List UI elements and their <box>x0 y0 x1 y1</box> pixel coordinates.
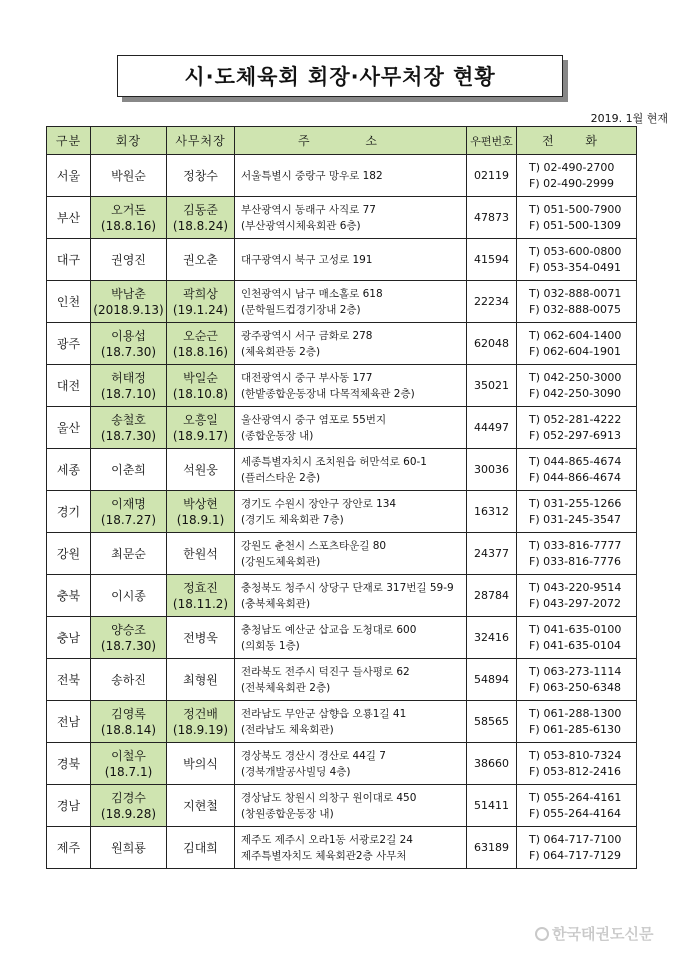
table-row <box>47 239 637 281</box>
secretary-name: 정건배 <box>183 706 218 721</box>
chair-name: 김영록 <box>111 706 146 721</box>
chair-appointed-date: (18.9.28) <box>100 806 157 821</box>
page-title: 시·도체육회 회장·사무처장 현황 <box>117 55 563 97</box>
secretary-cell <box>167 785 235 827</box>
chair-cell <box>91 281 167 323</box>
postal-code-cell: 35021 <box>467 365 517 407</box>
table-row <box>47 407 637 449</box>
telephone-number: T) 055-264-4161 <box>529 790 622 804</box>
fax-number: F) 053-354-0491 <box>529 260 622 274</box>
table-header-row <box>47 127 637 155</box>
table-row <box>47 365 637 407</box>
address-line-1: 경기도 수원시 장안구 장안로 134 <box>241 497 397 510</box>
fax-number: F) 051-500-1309 <box>529 218 622 232</box>
telephone-number: T) 061-288-1300 <box>529 706 622 720</box>
chair-appointed-date: (18.8.14) <box>100 722 157 737</box>
address-cell <box>235 701 467 743</box>
region-cell: 인천 <box>47 281 91 323</box>
phone-cell <box>517 365 637 407</box>
chair-cell <box>91 617 167 659</box>
header-chair: 회장 <box>91 127 167 155</box>
postal-code-cell: 63189 <box>467 827 517 869</box>
phone-cell <box>517 659 637 701</box>
address-cell <box>235 785 467 827</box>
address-cell <box>235 827 467 869</box>
secretary-appointed-date: (18.9.1) <box>176 512 225 527</box>
phone-cell <box>517 407 637 449</box>
address-line-1: 전라북도 전주시 덕진구 들사평로 62 <box>241 665 410 678</box>
postal-code-cell: 58565 <box>467 701 517 743</box>
fax-number: F) 032-888-0075 <box>529 302 622 316</box>
region-cell: 광주 <box>47 323 91 365</box>
postal-code-cell: 16312 <box>467 491 517 533</box>
fax-number: F) 063-250-6348 <box>529 680 622 694</box>
table-row <box>47 533 637 575</box>
region-cell: 서울 <box>47 155 91 197</box>
postal-code-cell: 30036 <box>467 449 517 491</box>
address-line-1: 경상북도 경산시 경산로 44길 7 <box>241 749 386 762</box>
chair-cell <box>91 449 167 491</box>
chair-cell <box>91 323 167 365</box>
phone-cell <box>517 491 637 533</box>
chair-cell <box>91 239 167 281</box>
postal-code-cell: 38660 <box>467 743 517 785</box>
phone-cell <box>517 827 637 869</box>
chair-appointed-date: (18.7.30) <box>100 344 157 359</box>
table-row <box>47 155 637 197</box>
fax-number: F) 053-812-2416 <box>529 764 622 778</box>
phone-cell <box>517 197 637 239</box>
telephone-number: T) 053-600-0800 <box>529 244 622 258</box>
telephone-number: T) 062-604-1400 <box>529 328 622 342</box>
address-cell <box>235 743 467 785</box>
address-line-2: (종합운동장 내) <box>241 429 314 442</box>
secretary-name: 지현철 <box>183 798 218 813</box>
telephone-number: T) 042-250-3000 <box>529 370 622 384</box>
address-line-2: (경북개발공사빌딩 4층) <box>241 765 351 778</box>
table-row <box>47 281 637 323</box>
address-line-1: 경상남도 창원시 의창구 원이대로 450 <box>241 791 417 804</box>
address-line-2: (전북체육회관 2층) <box>241 681 331 694</box>
watermark <box>535 923 653 944</box>
postal-code-cell: 32416 <box>467 617 517 659</box>
postal-code-cell: 22234 <box>467 281 517 323</box>
chair-name: 이용섭 <box>111 328 146 343</box>
chair-name: 권영진 <box>111 252 146 267</box>
postal-code-cell: 47873 <box>467 197 517 239</box>
table-row <box>47 659 637 701</box>
telephone-number: T) 064-717-7100 <box>529 832 622 846</box>
address-cell <box>235 491 467 533</box>
chair-cell <box>91 155 167 197</box>
fax-number: F) 042-250-3090 <box>529 386 622 400</box>
chair-name: 박원순 <box>111 168 146 183</box>
address-line-2: (강원도체육회관) <box>241 555 321 568</box>
chair-cell <box>91 533 167 575</box>
postal-code-cell: 44497 <box>467 407 517 449</box>
address-line-2: (의회동 1층) <box>241 639 300 652</box>
address-line-1: 울산광역시 중구 염포로 55번지 <box>241 413 387 426</box>
phone-cell <box>517 617 637 659</box>
secretary-cell <box>167 617 235 659</box>
chair-name: 송철호 <box>111 412 146 427</box>
postal-code-cell: 62048 <box>467 323 517 365</box>
address-line-2: (체육회관동 2층) <box>241 345 321 358</box>
chair-name: 이재명 <box>111 496 146 511</box>
telephone-number: T) 031-255-1266 <box>529 496 622 510</box>
table-row <box>47 491 637 533</box>
chair-cell <box>91 575 167 617</box>
fax-number: F) 061-285-6130 <box>529 722 622 736</box>
chair-name: 이춘희 <box>111 462 146 477</box>
chair-cell <box>91 701 167 743</box>
telephone-number: T) 041-635-0100 <box>529 622 622 636</box>
address-line-1: 대구광역시 북구 고성로 191 <box>241 253 373 266</box>
phone-cell <box>517 701 637 743</box>
secretary-name: 김동준 <box>183 202 218 217</box>
secretary-cell <box>167 449 235 491</box>
address-cell <box>235 617 467 659</box>
region-cell: 대전 <box>47 365 91 407</box>
secretary-cell <box>167 323 235 365</box>
secretary-cell <box>167 701 235 743</box>
chair-name: 이시종 <box>111 588 146 603</box>
address-line-1: 충청남도 예산군 삽교읍 도청대로 600 <box>241 623 417 636</box>
telephone-number: T) 043-220-9514 <box>529 580 622 594</box>
address-line-1: 부산광역시 동래구 사직로 77 <box>241 203 376 216</box>
chair-appointed-date: (18.8.16) <box>100 218 157 233</box>
fax-number: F) 044-866-4674 <box>529 470 622 484</box>
secretary-name: 정효진 <box>183 580 218 595</box>
chair-cell <box>91 743 167 785</box>
chair-name: 오거돈 <box>111 202 146 217</box>
phone-cell <box>517 785 637 827</box>
header-phone: 전 화 <box>517 127 637 155</box>
telephone-number: T) 044-865-4674 <box>529 454 622 468</box>
secretary-cell <box>167 575 235 617</box>
chair-cell <box>91 491 167 533</box>
chair-name: 허태정 <box>111 370 146 385</box>
chair-cell <box>91 197 167 239</box>
secretary-cell <box>167 743 235 785</box>
telephone-number: T) 051-500-7900 <box>529 202 622 216</box>
postal-code-cell: 54894 <box>467 659 517 701</box>
chair-name: 원희룡 <box>111 840 146 855</box>
address-line-2: (플러스타운 2층) <box>241 471 321 484</box>
address-line-1: 전라남도 무안군 삼향읍 오룡1길 41 <box>241 707 407 720</box>
chair-appointed-date: (18.7.30) <box>100 638 157 653</box>
fax-number: F) 041-635-0104 <box>529 638 622 652</box>
header-postal: 우편번호 <box>467 127 517 155</box>
phone-cell <box>517 239 637 281</box>
secretary-name: 최형원 <box>183 672 218 687</box>
chair-cell <box>91 365 167 407</box>
phone-cell <box>517 575 637 617</box>
address-line-1: 광주광역시 서구 금화로 278 <box>241 329 373 342</box>
region-cell: 경북 <box>47 743 91 785</box>
chair-cell <box>91 785 167 827</box>
chair-name: 송하진 <box>111 672 146 687</box>
region-cell: 충북 <box>47 575 91 617</box>
chair-appointed-date: (18.7.27) <box>100 512 157 527</box>
address-line-2: (한밭종합운동장내 다목적체육관 2층) <box>241 387 415 400</box>
address-line-2: 제주특별자치도 체육회관2층 사무처 <box>241 849 407 862</box>
region-cell: 울산 <box>47 407 91 449</box>
telephone-number: T) 063-273-1114 <box>529 664 622 678</box>
phone-cell <box>517 533 637 575</box>
table-row <box>47 197 637 239</box>
phone-cell <box>517 281 637 323</box>
secretary-appointed-date: (18.10.8) <box>172 386 229 401</box>
address-line-2: (충북체육회관) <box>241 597 311 610</box>
address-line-2: (창원종합운동장 내) <box>241 807 334 820</box>
status-table <box>46 126 637 869</box>
address-cell <box>235 449 467 491</box>
region-cell: 세종 <box>47 449 91 491</box>
secretary-cell <box>167 827 235 869</box>
chair-appointed-date: (18.7.1) <box>104 764 153 779</box>
chair-cell <box>91 407 167 449</box>
secretary-name: 박상현 <box>183 496 218 511</box>
secretary-appointed-date: (18.11.2) <box>172 596 229 611</box>
newspaper-logo-icon <box>535 927 549 941</box>
telephone-number: T) 053-810-7324 <box>529 748 622 762</box>
chair-name: 김경수 <box>111 790 146 805</box>
secretary-cell <box>167 155 235 197</box>
chair-cell <box>91 659 167 701</box>
secretary-cell <box>167 281 235 323</box>
address-cell <box>235 575 467 617</box>
address-line-1: 제주도 제주시 오라1동 서광로2길 24 <box>241 833 413 846</box>
secretary-name: 김대희 <box>183 840 218 855</box>
address-cell <box>235 323 467 365</box>
secretary-name: 박일순 <box>183 370 218 385</box>
address-line-1: 강원도 춘천시 스포츠타운길 80 <box>241 539 387 552</box>
secretary-cell <box>167 491 235 533</box>
secretary-cell <box>167 197 235 239</box>
fax-number: F) 064-717-7129 <box>529 848 622 862</box>
chair-name: 양승조 <box>111 622 146 637</box>
postal-code-cell: 24377 <box>467 533 517 575</box>
region-cell: 대구 <box>47 239 91 281</box>
address-line-1: 세종특별자치시 조치원읍 허만석로 60-1 <box>241 455 427 468</box>
address-line-1: 충청북도 청주시 상당구 단재로 317번길 59-9 <box>241 581 454 594</box>
telephone-number: T) 033-816-7777 <box>529 538 622 552</box>
table-row <box>47 827 637 869</box>
region-cell: 충남 <box>47 617 91 659</box>
address-line-1: 대전광역시 중구 부사동 177 <box>241 371 373 384</box>
postal-code-cell: 51411 <box>467 785 517 827</box>
chair-appointed-date: (18.7.30) <box>100 428 157 443</box>
header-region: 구분 <box>47 127 91 155</box>
secretary-name: 권오춘 <box>183 252 218 267</box>
chair-appointed-date: (18.7.10) <box>100 386 157 401</box>
secretary-cell <box>167 407 235 449</box>
address-cell <box>235 659 467 701</box>
table-row <box>47 617 637 659</box>
address-cell <box>235 197 467 239</box>
fax-number: F) 052-297-6913 <box>529 428 622 442</box>
secretary-cell <box>167 533 235 575</box>
secretary-appointed-date: (18.9.17) <box>172 428 229 443</box>
address-cell <box>235 533 467 575</box>
secretary-cell <box>167 365 235 407</box>
table-row <box>47 449 637 491</box>
fax-number: F) 062-604-1901 <box>529 344 622 358</box>
fax-number: F) 031-245-3547 <box>529 512 622 526</box>
secretary-name: 한원석 <box>183 546 218 561</box>
address-line-2: (전라남도 체육회관) <box>241 723 334 736</box>
telephone-number: T) 032-888-0071 <box>529 286 622 300</box>
secretary-name: 정창수 <box>183 168 218 183</box>
table-body <box>47 155 637 869</box>
address-cell <box>235 155 467 197</box>
phone-cell <box>517 449 637 491</box>
as-of-date: 2019. 1월 현재 <box>590 112 668 125</box>
chair-name: 박남춘 <box>111 286 146 301</box>
chair-name: 이철우 <box>111 748 146 763</box>
secretary-cell <box>167 239 235 281</box>
telephone-number: T) 052-281-4222 <box>529 412 622 426</box>
secretary-appointed-date: (18.8.24) <box>172 218 229 233</box>
table-row <box>47 785 637 827</box>
address-cell <box>235 407 467 449</box>
postal-code-cell: 02119 <box>467 155 517 197</box>
address-cell <box>235 281 467 323</box>
secretary-name: 전병욱 <box>183 630 218 645</box>
title-banner <box>117 55 563 97</box>
region-cell: 제주 <box>47 827 91 869</box>
region-cell: 경남 <box>47 785 91 827</box>
secretary-cell <box>167 659 235 701</box>
address-line-1: 인천광역시 남구 매소홀로 618 <box>241 287 383 300</box>
postal-code-cell: 28784 <box>467 575 517 617</box>
header-address: 주 소 <box>235 127 467 155</box>
postal-code-cell: 41594 <box>467 239 517 281</box>
secretary-name: 오흥일 <box>183 412 218 427</box>
secretary-appointed-date: (19.1.24) <box>172 302 229 317</box>
phone-cell <box>517 155 637 197</box>
address-line-2: (문학월드컵경기장내 2층) <box>241 303 361 316</box>
region-cell: 전남 <box>47 701 91 743</box>
phone-cell <box>517 743 637 785</box>
watermark-text: 한국태권도신문 <box>552 925 654 943</box>
table-row <box>47 575 637 617</box>
fax-number: F) 02-490-2999 <box>529 176 615 190</box>
phone-cell <box>517 323 637 365</box>
secretary-appointed-date: (18.9.19) <box>172 722 229 737</box>
fax-number: F) 043-297-2072 <box>529 596 622 610</box>
fax-number: F) 055-264-4164 <box>529 806 622 820</box>
region-cell: 강원 <box>47 533 91 575</box>
chair-cell <box>91 827 167 869</box>
table-row <box>47 701 637 743</box>
secretary-name: 석원웅 <box>183 462 218 477</box>
address-cell <box>235 365 467 407</box>
header-secretary: 사무처장 <box>167 127 235 155</box>
address-line-1: 서울특별시 중랑구 망우로 182 <box>241 169 383 182</box>
region-cell: 전북 <box>47 659 91 701</box>
chair-name: 최문순 <box>111 546 146 561</box>
telephone-number: T) 02-490-2700 <box>529 160 615 174</box>
address-line-2: (부산광역시체육회관 6층) <box>241 219 361 232</box>
table-row <box>47 743 637 785</box>
secretary-name: 오순근 <box>183 328 218 343</box>
secretary-name: 곽희상 <box>183 286 218 301</box>
secretary-name: 박의식 <box>183 756 218 771</box>
region-cell: 경기 <box>47 491 91 533</box>
table-row <box>47 323 637 365</box>
region-cell: 부산 <box>47 197 91 239</box>
address-cell <box>235 239 467 281</box>
chair-appointed-date: (2018.9.13) <box>93 302 164 317</box>
fax-number: F) 033-816-7776 <box>529 554 622 568</box>
address-line-2: (경기도 체육회관 7층) <box>241 513 344 526</box>
secretary-appointed-date: (18.8.16) <box>172 344 229 359</box>
